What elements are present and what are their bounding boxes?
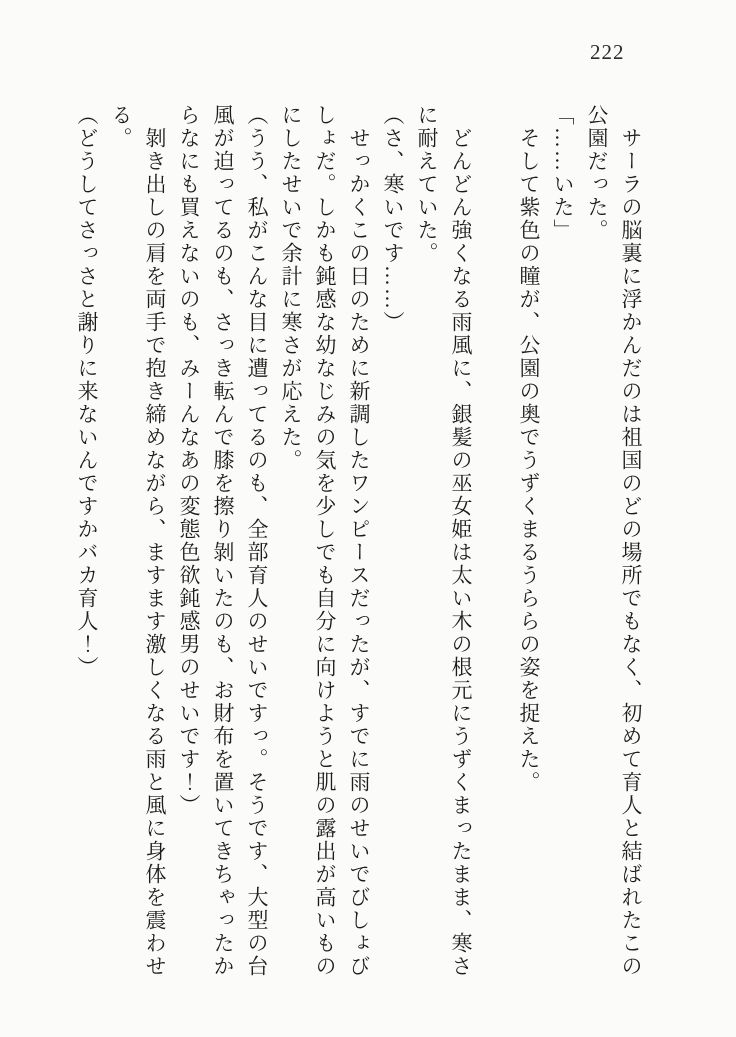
text-line: せっかくこの日のために新調したワンピースだったが、すでに雨のせいでびしょび <box>347 104 371 978</box>
text-line: る。 <box>109 104 133 150</box>
text-line: に耐えていた。 <box>415 104 439 265</box>
text-line: どんどん強くなる雨風に、銀髪の巫女姫は太い木の根元にうずくまったまま、寒さ <box>449 104 473 978</box>
text-line: しょだ。しかも鈍感な幼なじみの気を少しでも自分に向けようと肌の露出が高いもの <box>313 104 337 978</box>
text-line: サーラの脳裏に浮かんだのは祖国のどの場所でもなく、初めて育人と結ばれたこの <box>619 104 643 978</box>
text-line: らなにも買えないのも、みーんなあの変態色欲鈍感男のせいです！） <box>177 104 201 817</box>
text-line: 公園だった。 <box>585 104 609 242</box>
text-line: （うう、私がこんな目に遭ってるのも、全部育人のせいですっ。そうです、大型の台 <box>245 104 269 978</box>
text-line: 風が迫ってるのも、さっき転んで膝を擦り剝いたのも、お財布を置いてきちゃったか <box>211 104 235 978</box>
text-line: 「……いた」 <box>551 104 575 242</box>
text-line: そして紫色の瞳が、公園の奥でうずくまるうららの姿を捉えた。 <box>517 104 541 794</box>
blank-line <box>478 104 512 988</box>
text-line: 剝き出しの肩を両手で抱き締めながら、ますます激しくなる雨と風に身体を震わせ <box>143 104 167 978</box>
text-line: （どうしてさっさと謝りに来ないんですかバカ育人！） <box>75 104 99 679</box>
page-number: 222 <box>590 40 625 64</box>
text-line: （さ、寒いです……） <box>381 104 405 334</box>
text-line: にしたせいで余計に寒さが応えた。 <box>279 104 303 472</box>
text-block <box>70 104 648 988</box>
